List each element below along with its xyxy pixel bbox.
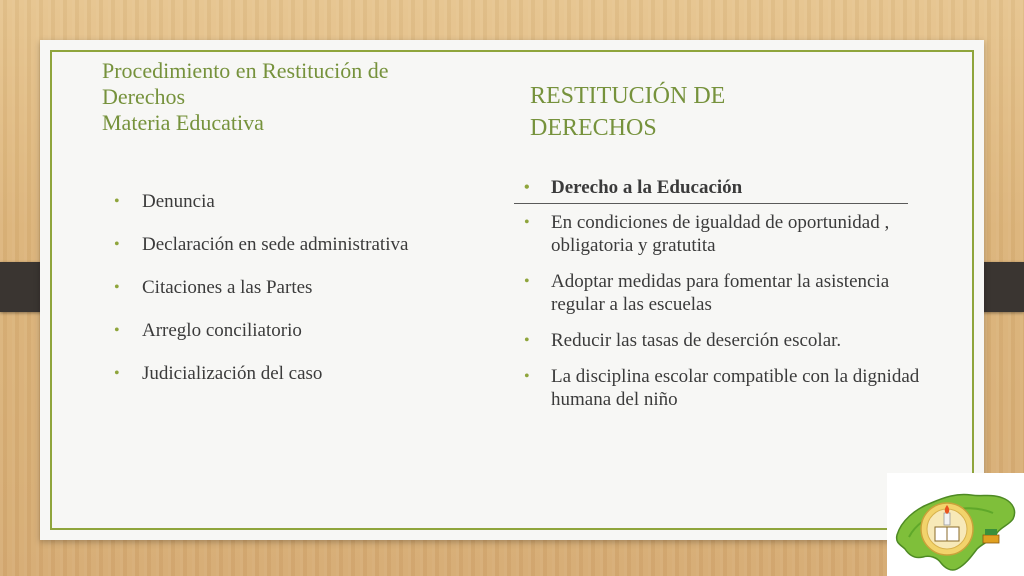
bullet-icon: • — [114, 279, 120, 296]
list-item-text: Judicialización del caso — [142, 363, 323, 384]
list-item-text: En condiciones de igualdad de oportunidad , obligatoria y gratutita — [551, 212, 890, 256]
left-title-line: Procedimiento en Restitución de — [102, 58, 389, 83]
right-title-line: DERECHOS — [530, 115, 657, 141]
list-item — [114, 362, 494, 405]
list-item-text: Adoptar medidas para fomentar la asistencia regular a las escuelas — [551, 271, 890, 315]
list-item — [114, 319, 494, 362]
honduras-map-emblem-icon — [887, 473, 1024, 576]
left-column-title — [102, 58, 502, 136]
list-item — [114, 233, 494, 276]
left-title-line: Materia Educativa — [102, 110, 264, 135]
list-item — [114, 276, 494, 319]
list-item-text: Declaración en sede administrativa — [142, 234, 409, 255]
right-bullet-list — [524, 176, 944, 424]
list-item-text: La disciplina escolar compatible con la dignidad humana del niño — [551, 366, 920, 410]
bullet-icon: • — [114, 236, 120, 253]
list-item — [524, 270, 944, 316]
list-item — [114, 190, 494, 233]
bullet-icon: • — [524, 179, 530, 196]
right-column-title — [530, 80, 930, 144]
list-item — [524, 176, 944, 199]
left-title-line: Derechos — [102, 84, 186, 109]
list-item — [524, 211, 944, 257]
right-title-line: RESTITUCIÓN DE — [530, 83, 726, 109]
slide-card — [40, 40, 984, 540]
bullet-icon: • — [114, 193, 120, 210]
list-item-text: Derecho a la Educación — [551, 177, 743, 198]
list-item — [524, 365, 944, 411]
bullet-icon: • — [524, 368, 530, 385]
bullet-icon: • — [524, 214, 530, 231]
emblem-graphic — [887, 473, 1024, 576]
list-item-text: Arreglo conciliatorio — [142, 320, 302, 341]
left-bullet-list — [114, 190, 494, 405]
bullet-icon: • — [524, 273, 530, 290]
list-item-text: Denuncia — [142, 191, 215, 212]
bullet-icon: • — [114, 365, 120, 382]
bullet-icon: • — [524, 332, 530, 349]
list-item — [524, 329, 944, 352]
list-item-text: Citaciones a las Partes — [142, 277, 313, 298]
list-item-text: Reducir las tasas de deserción escolar. — [551, 330, 842, 351]
bullet-icon: • — [114, 322, 120, 339]
